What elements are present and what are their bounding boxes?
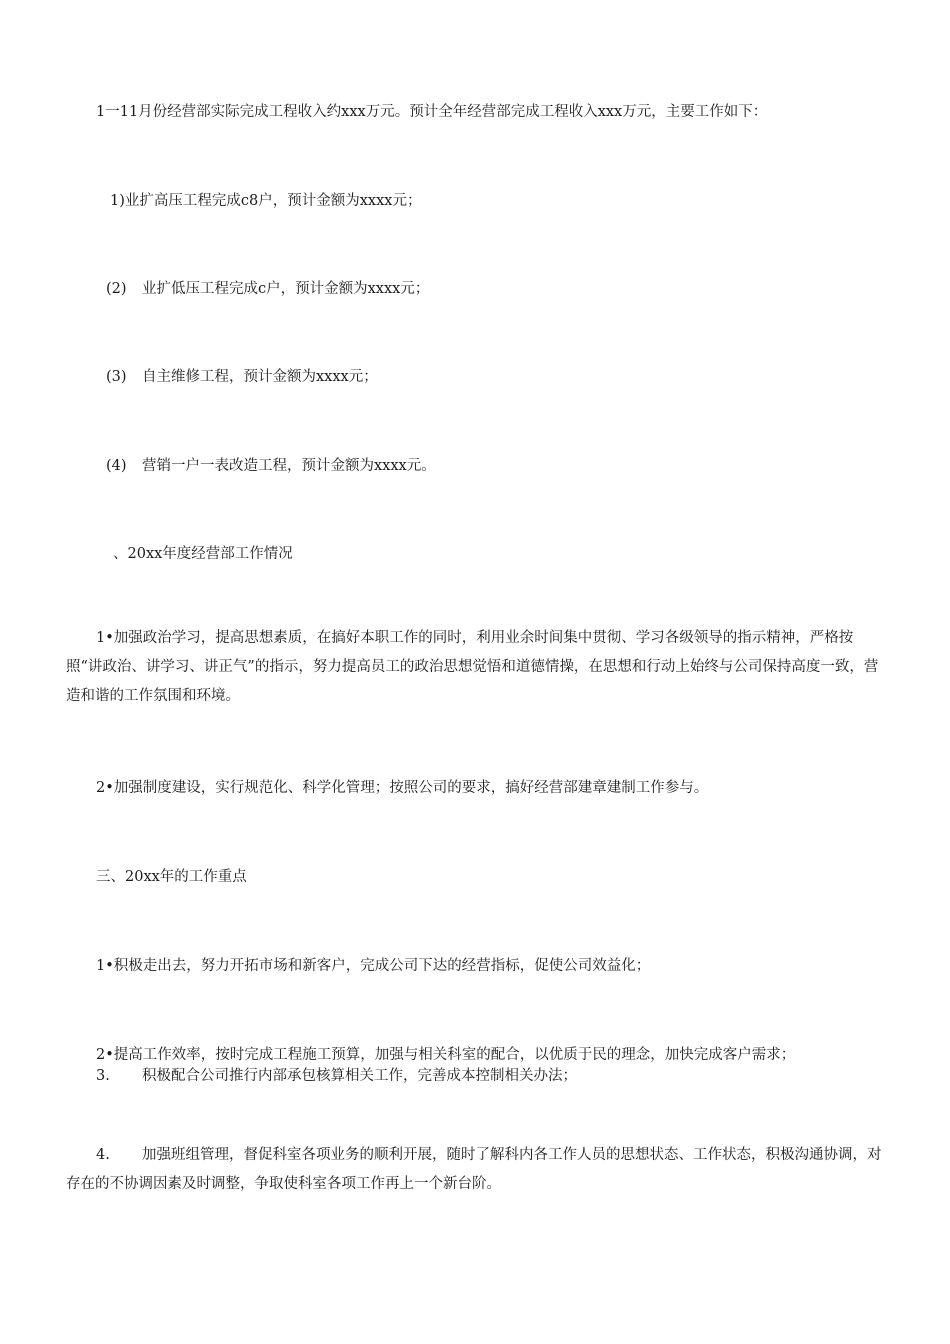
- list-item: [106, 456, 436, 476]
- paragraph-text: 加强班组管理，督促科室各项业务的顺利开展，随时了解科内各工作人员的思想状态、工作状态，积极沟通协调，对存在的不协调因素及时调整，争取使科室各项工作再上一个新台阶。: [66, 1147, 882, 1192]
- list-item-number: 1): [110, 193, 125, 209]
- list-item-text: 业扩低压工程完成c户，预计金额为xxxx元；: [142, 281, 430, 297]
- paragraph: [96, 1066, 577, 1086]
- paragraph-number: 3.: [96, 1068, 110, 1084]
- paragraph: 2•提高工作效率，按时完成工程施工预算，加强与相关科室的配合，以优质于民的理念，加快完成客户需求；: [96, 1047, 796, 1063]
- list-item-text: 自主维修工程，预计金额为xxxx元；: [142, 369, 378, 385]
- paragraph: [66, 1141, 886, 1199]
- list-item-number: (2): [106, 281, 127, 297]
- section-heading: 三、20xx年的工作重点: [96, 869, 247, 885]
- section-heading: 、20xx年度经营部工作情况: [113, 546, 293, 562]
- paragraph-number: 4.: [96, 1147, 110, 1163]
- paragraph: 1•积极走出去，努力开拓市场和新客户，完成公司下达的经营指标，促使公司效益化；: [96, 958, 651, 974]
- list-item: [106, 367, 378, 387]
- list-item: [110, 191, 421, 211]
- list-item-text: 业扩高压工程完成c8户，预计金额为xxxx元；: [124, 193, 422, 209]
- intro-paragraph: 1一11月份经营部实际完成工程收入约xxx万元。预计全年经营部完成工程收入xxx万元，主要工作如下：: [96, 104, 768, 120]
- paragraph: 2•加强制度建设，实行规范化、科学化管理；按照公司的要求，搞好经营部建章建制工作参与。: [96, 780, 709, 796]
- paragraph: 1•加强政治学习，提高思想素质，在搞好本职工作的同时，利用业余时间集中贯彻、学习各级领导的指示精神，严格按照“讲政治、讲学习、讲正气”的指示，努力提高员工的政治思想觉悟和道德情操，在思想和行动上始终与公司保持高度一致，营造和谐的工作氛围和环境。: [66, 630, 879, 704]
- list-item: [106, 279, 429, 299]
- list-item-number: (3): [106, 369, 127, 385]
- list-item-number: (4): [106, 458, 127, 474]
- paragraph-text: 积极配合公司推行内部承包核算相关工作，完善成本控制相关办法；: [142, 1068, 577, 1084]
- list-item-text: 营销一户一表改造工程，预计金额为xxxx元。: [142, 458, 436, 474]
